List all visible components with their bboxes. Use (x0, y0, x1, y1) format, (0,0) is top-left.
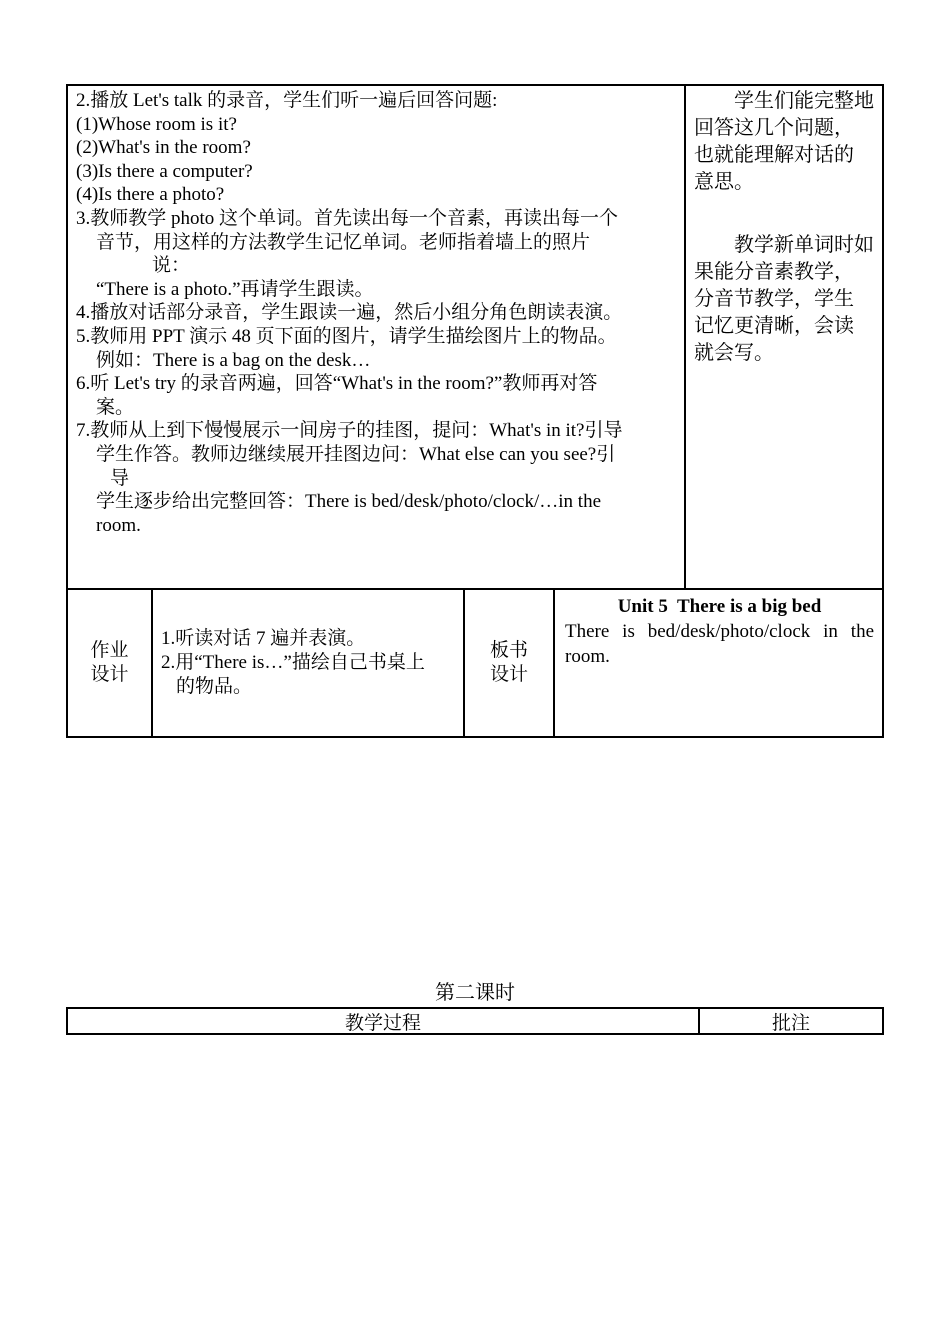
board-design-label: 板书设计 (489, 640, 528, 685)
process-line: 4.播放对话部分录音，学生跟读一遍，然后小组分角色朗读表演。 (76, 302, 623, 324)
process-line: 导 (110, 467, 130, 489)
period2-header-table (66, 1007, 884, 1035)
process-line: (1)Whose room is it? (76, 113, 237, 135)
teaching-process-cell (68, 86, 686, 588)
process-line: 2.播放 Let's talk 的录音，学生们听一遍后回答问题: (76, 90, 498, 111)
teaching-process-header: 教学过程 (68, 1009, 700, 1033)
board-content-cell (555, 590, 882, 736)
process-line: (4)Is there a photo? (76, 184, 225, 206)
board-title: Unit 5 There is a big bed (617, 596, 822, 617)
note-line: 分音节教学，学生 (694, 288, 854, 310)
process-line: 说： (152, 255, 191, 277)
note-line: 学生们能完整地 (734, 90, 874, 112)
note-line: 教学新单词时如 (734, 234, 874, 256)
homework-design-label-cell (68, 590, 153, 736)
process-line: 音节，用这样的方法教学生记忆单词。老师指着墙上的照片 (96, 231, 591, 253)
note-line: 回答这几个问题， (694, 117, 854, 139)
process-line: “There is a photo.”再请学生跟读。 (96, 278, 374, 300)
board-line: There is bed/desk/photo/clock in the (565, 621, 874, 642)
note-line: 记忆更清晰，会读 (694, 315, 854, 337)
process-line: 5.教师用 PPT 演示 48 页下面的图片，请学生描绘图片上的物品。 (76, 325, 617, 347)
note-line: 也就能理解对话的 (694, 144, 854, 166)
process-line: 例如：There is a bag on the desk… (96, 349, 371, 371)
board-design-label-cell (465, 590, 555, 736)
homework-design-label: 作业设计 (90, 640, 129, 685)
homework-line: 的物品。 (176, 676, 253, 697)
note-line: 就会写。 (694, 342, 774, 364)
notes-header: 批注 (771, 1012, 810, 1034)
teaching-table (66, 84, 884, 590)
homework-board-table (66, 588, 884, 738)
process-line: 案。 (96, 396, 135, 418)
process-line: 学生逐步给出完整回答：There is bed/desk/photo/clock/…in the (96, 491, 602, 513)
homework-line: 1.听读对话 7 遍并表演。 (161, 628, 366, 649)
notes-cell (686, 86, 882, 588)
process-line: 6.听 Let's try 的录音两遍，回答“What's in the room?”教师再对答 (76, 373, 598, 395)
process-line: (3)Is there a computer? (76, 160, 253, 182)
process-line: 7.教师从上到下慢慢展示一间房子的挂图，提问：What's in it?引导 (76, 420, 623, 442)
process-line: (2)What's in the room? (76, 137, 251, 159)
process-line: 学生作答。教师边继续展开挂图边问：What else can you see?引 (96, 443, 616, 465)
process-line: room. (96, 514, 141, 536)
homework-content-cell (153, 590, 465, 736)
board-line: room. (565, 646, 610, 667)
process-line: 3.教师教学 photo 这个单词。首先读出每一个音素，再读出每一个 (76, 207, 619, 229)
homework-line: 2.用“There is…”描绘自己书桌上 (161, 652, 425, 673)
second-period-title: 第二课时 (435, 982, 515, 1004)
note-line: 果能分音素教学， (694, 261, 854, 283)
note-line: 意思。 (694, 171, 754, 193)
